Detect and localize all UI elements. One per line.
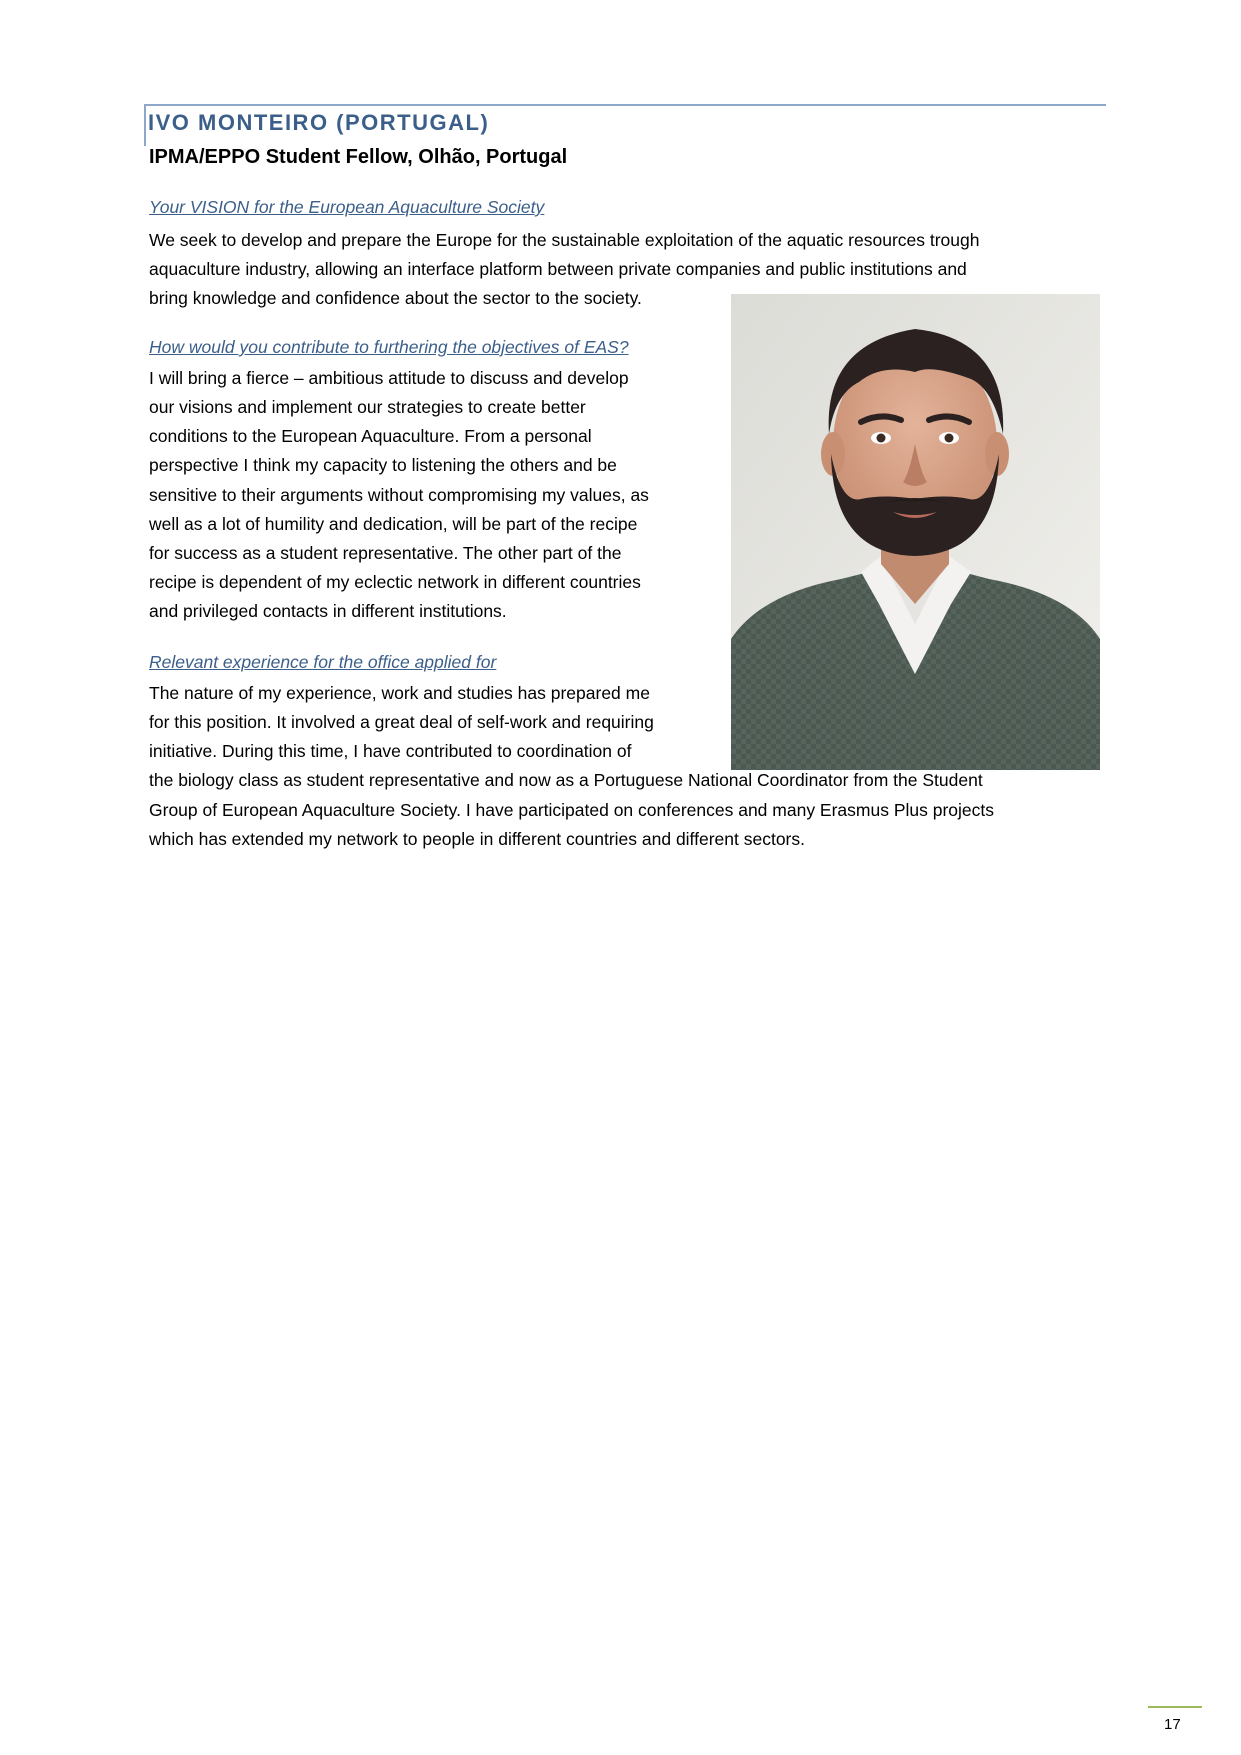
candidate-affiliation: IPMA/EPPO Student Fellow, Olhão, Portugal bbox=[149, 146, 568, 168]
contribution-line: and privileged contacts in different institutions. bbox=[149, 601, 507, 621]
footer-rule bbox=[1148, 1706, 1202, 1708]
experience-line: for this position. It involved a great deal of self-work and requiring bbox=[149, 712, 654, 732]
contribution-line: perspective I think my capacity to listening the others and be bbox=[149, 455, 617, 475]
contribution-line: for success as a student representative. The other part of the bbox=[149, 543, 622, 563]
contribution-line: recipe is dependent of my eclectic network in different countries bbox=[149, 572, 641, 592]
contribution-line: conditions to the European Aquaculture. From a personal bbox=[149, 426, 592, 446]
candidate-name: IVO MONTEIRO (PORTUGAL) bbox=[148, 110, 490, 135]
vision-line: bring knowledge and confidence about the sector to the society. bbox=[149, 288, 642, 308]
section-title-vision: Your VISION for the European Aquaculture Society bbox=[149, 197, 545, 217]
contribution-line: I will bring a fierce – ambitious attitude to discuss and develop bbox=[149, 368, 629, 388]
contribution-line: sensitive to their arguments without compromising my values, as bbox=[149, 485, 649, 505]
experience-line: The nature of my experience, work and studies has prepared me bbox=[149, 683, 650, 703]
contribution-line: our visions and implement our strategies to create better bbox=[149, 397, 586, 417]
section-title-contribution: How would you contribute to furthering the objectives of EAS? bbox=[149, 337, 629, 357]
experience-line: Group of European Aquaculture Society. I have participated on conferences and many Erasmus Plus projects bbox=[149, 800, 995, 820]
candidate-photo bbox=[731, 294, 1100, 770]
vision-line: We seek to develop and prepare the Europe for the sustainable exploitation of the aquatic resources trough bbox=[149, 230, 980, 250]
experience-line: the biology class as student representative and now as a Portuguese National Coordinator from the Student bbox=[149, 770, 983, 790]
portrait-illustration bbox=[731, 294, 1100, 770]
vision-line: aquaculture industry, allowing an interface platform between private companies and public institutions and bbox=[149, 259, 967, 279]
experience-line: initiative. During this time, I have contributed to coordination of bbox=[149, 741, 632, 761]
page-number: 17 bbox=[1164, 1716, 1181, 1733]
experience-line: which has extended my network to people in different countries and different sectors. bbox=[149, 829, 805, 849]
section-title-experience: Relevant experience for the office applied for bbox=[149, 652, 497, 672]
contribution-line: well as a lot of humility and dedication, will be part of the recipe bbox=[149, 514, 638, 534]
